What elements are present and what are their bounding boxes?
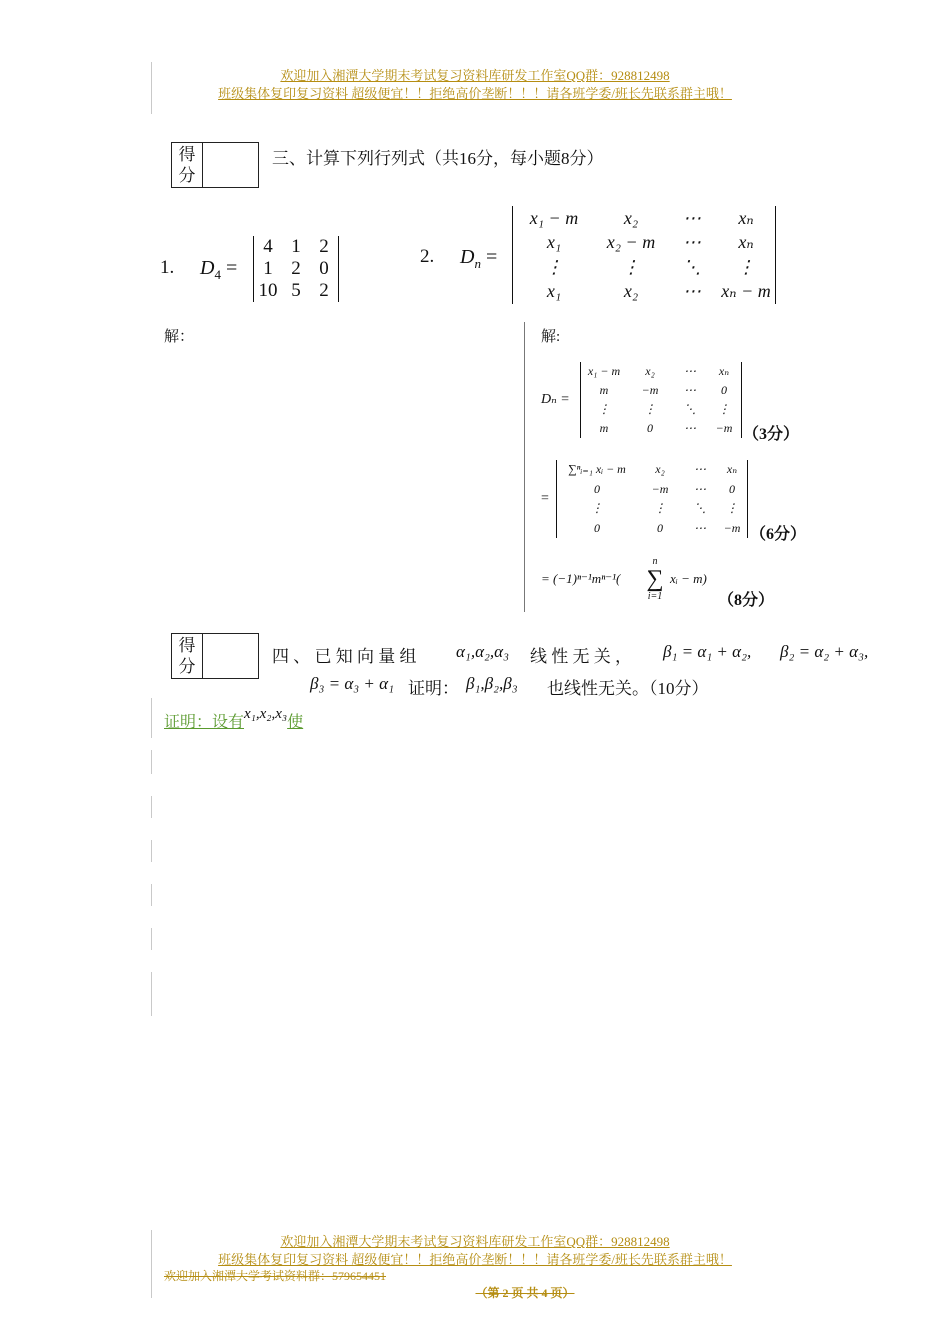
score-label: 得分 <box>172 143 203 187</box>
step2-matrix-cell: ⋮ <box>726 501 738 516</box>
step1-matrix-cell: ⋮ <box>644 402 656 416</box>
p1-sub: 4 <box>214 267 221 282</box>
p2-matrix-cell: x₁ <box>546 281 562 302</box>
margin-bar <box>151 698 152 738</box>
p2-matrix-cell: ⋯ <box>683 207 701 228</box>
solution-left-label: 解： <box>164 329 195 345</box>
margin-bar <box>151 972 152 1016</box>
section3-title: 三、计算下列行列式（共16分，每小题8分） <box>272 149 604 168</box>
step1-matrix-cell: ⋱ <box>684 402 696 416</box>
step2-matrix-cell: 0 <box>657 520 663 535</box>
step1-matrix-cell: x₁ − m <box>587 364 621 378</box>
step1-matrix-cell: m <box>599 383 609 397</box>
section4-title-1: 四 、 已 知 向 量 组 <box>272 647 417 666</box>
step2-matrix-cell: ⋱ <box>694 501 706 516</box>
p2-matrix-cell: x₂ <box>623 207 639 228</box>
sigma-top: n <box>652 556 658 567</box>
step1-matrix <box>580 362 742 438</box>
step2-matrix-cell: 0 <box>594 520 600 535</box>
p1-matrix-cell: 1 <box>263 258 273 279</box>
p1-matrix-cell: 10 <box>258 280 278 301</box>
step2-score: （6分） <box>750 526 807 543</box>
p1-matrix-cell: 2 <box>319 236 329 257</box>
step3-score: （8分） <box>718 592 775 609</box>
solution-divider <box>524 322 525 612</box>
step2-matrix-cell: ⋮ <box>654 501 666 516</box>
section4-beta2: β₂ = α₂ + α₃, <box>780 642 869 661</box>
step2-lhs: = <box>541 491 549 506</box>
step2-matrix-cell: ∑ⁿᵢ₌₁ xᵢ − m <box>568 462 626 477</box>
footer-line-3[interactable]: 欢迎加入湘潭大学考试资料群：579654451 <box>164 1269 387 1283</box>
score-label: 得分 <box>172 634 203 678</box>
step2-matrix-cell: ⋯ <box>694 462 706 477</box>
step3-sigma-group <box>640 556 670 602</box>
proof-end[interactable]: 使 <box>287 714 304 731</box>
header-line-1[interactable]: 欢迎加入湘潭大学期末考试复习资料库研发工作室QQ群：928812498 <box>280 68 670 83</box>
step1-matrix-cell: ⋯ <box>684 383 696 397</box>
step2-matrix-cell: xₙ <box>726 462 738 477</box>
margin-bar <box>151 840 152 862</box>
p1-matrix-cell: 1 <box>291 236 301 257</box>
step2-matrix-cell: 0 <box>729 481 735 496</box>
step1-matrix-cell: −m <box>715 421 733 435</box>
solution-right-label: 解: <box>541 329 561 345</box>
step1-matrix-cell: −m <box>641 383 659 397</box>
section4-alphas: α₁,α₂,α₃ <box>456 642 510 661</box>
step1-matrix-cell: m <box>599 421 609 435</box>
section4-betas: β₁,β₂,β₃ <box>466 674 518 693</box>
p1-d: D <box>200 257 215 279</box>
margin-bar <box>151 928 152 950</box>
margin-bar <box>151 796 152 818</box>
step1-score: （3分） <box>743 426 800 443</box>
p1-matrix-cell: 2 <box>291 258 301 279</box>
proof-vars: x₁,x₂,x₃ <box>244 706 288 722</box>
step2-matrix-cell: x₂ <box>655 462 665 477</box>
sigma-bottom: i=1 <box>647 591 663 602</box>
step2-matrix-cell: −m <box>651 481 669 496</box>
p2-matrix-cell: xₙ − m <box>721 281 771 302</box>
p2-matrix-cell: ⋱ <box>683 256 701 277</box>
step2-matrix-cell: ⋮ <box>591 501 603 516</box>
p1-matrix-cell: 4 <box>263 236 273 257</box>
p2-matrix-cell: x₁ − m <box>529 207 579 228</box>
score-box-section3 <box>171 142 259 188</box>
p2-matrix-cell: x₂ <box>623 281 639 302</box>
step1-matrix-cell: ⋮ <box>598 402 610 416</box>
step2-matrix <box>556 460 748 538</box>
step1-matrix-cell: xₙ <box>718 364 730 378</box>
footer-line-1[interactable]: 欢迎加入湘潭大学期末考试复习资料库研发工作室QQ群：928812498 <box>280 1234 670 1249</box>
problem1-number: 1. <box>160 257 175 278</box>
section4-beta1: β₁ = α₁ + α₂, <box>663 642 752 661</box>
p2-matrix-cell: ⋮ <box>622 256 640 277</box>
problem1-matrix <box>253 236 339 302</box>
step2-matrix-cell: −m <box>723 520 741 535</box>
sigma-symbol: ∑ <box>646 566 664 592</box>
page-number: （第 2 页 共 4 页） <box>475 1286 575 1300</box>
score-value-cell[interactable] <box>203 143 258 187</box>
step1-matrix-cell: 0 <box>721 383 727 397</box>
p2-matrix-cell: ⋮ <box>737 256 755 277</box>
step3-expr: = (−1)ⁿ⁻¹mⁿ⁻¹( <box>541 571 621 586</box>
p1-matrix-cell: 5 <box>291 280 301 301</box>
step1-matrix-cell: ⋮ <box>718 402 730 416</box>
step1-matrix-cell: x₂ <box>645 364 655 378</box>
section4-prove: 证明： <box>408 679 459 698</box>
score-box-section4 <box>171 633 259 679</box>
p2-sub: n <box>474 256 481 271</box>
step2-matrix-cell: 0 <box>594 481 600 496</box>
header-line-2[interactable]: 班级集体复印复习资料 超级便宜！！拒绝高价垄断！！！请各班学委/班长先联系群主哦！ <box>218 86 732 101</box>
problem2-matrix <box>512 206 776 304</box>
p2-matrix-cell: ⋮ <box>545 256 563 277</box>
p2-d: D <box>460 246 475 268</box>
footer-line-2[interactable]: 班级集体复印复习资料 超级便宜！！拒绝高价垄断！！！请各班学委/班长先联系群主哦！ <box>218 1252 732 1267</box>
score-value-cell[interactable] <box>203 634 258 678</box>
problem1-lhs: $D_4$ = <box>200 257 238 282</box>
problem2-lhs: $D_n$ = <box>460 246 498 271</box>
step1-matrix-cell: ⋯ <box>684 364 696 378</box>
p2-matrix-cell: ⋯ <box>683 232 701 253</box>
step1-lhs: Dₙ = <box>541 392 570 407</box>
p2-matrix-cell: xₙ <box>738 232 754 253</box>
step1-matrix-cell: ⋯ <box>684 421 696 435</box>
proof-start-line <box>164 706 304 732</box>
proof-start[interactable]: 证明：设有 <box>164 714 245 731</box>
margin-bar <box>151 884 152 906</box>
p2-matrix-cell: x₂ − m <box>606 232 656 253</box>
section4-beta3: β₃ = α₃ + α₁ <box>310 674 394 693</box>
step2-matrix-cell: ⋯ <box>694 481 706 496</box>
margin-bar <box>151 750 152 774</box>
p2-matrix-cell: xₙ <box>738 207 754 228</box>
p1-matrix-cell: 2 <box>319 280 329 301</box>
p1-matrix-cell: 0 <box>319 258 329 279</box>
step3-tail: xᵢ − m) <box>670 571 707 586</box>
step2-matrix-cell: ⋯ <box>694 520 706 535</box>
section4-title-3: 也线性无关。（10分） <box>547 679 709 698</box>
section4-title-2: 线 性 无 关 ， <box>530 647 632 666</box>
step1-matrix-cell: 0 <box>647 421 653 435</box>
problem2-number: 2. <box>420 246 435 267</box>
p2-matrix-cell: x₁ <box>546 232 562 253</box>
p2-matrix-cell: ⋯ <box>683 281 701 302</box>
